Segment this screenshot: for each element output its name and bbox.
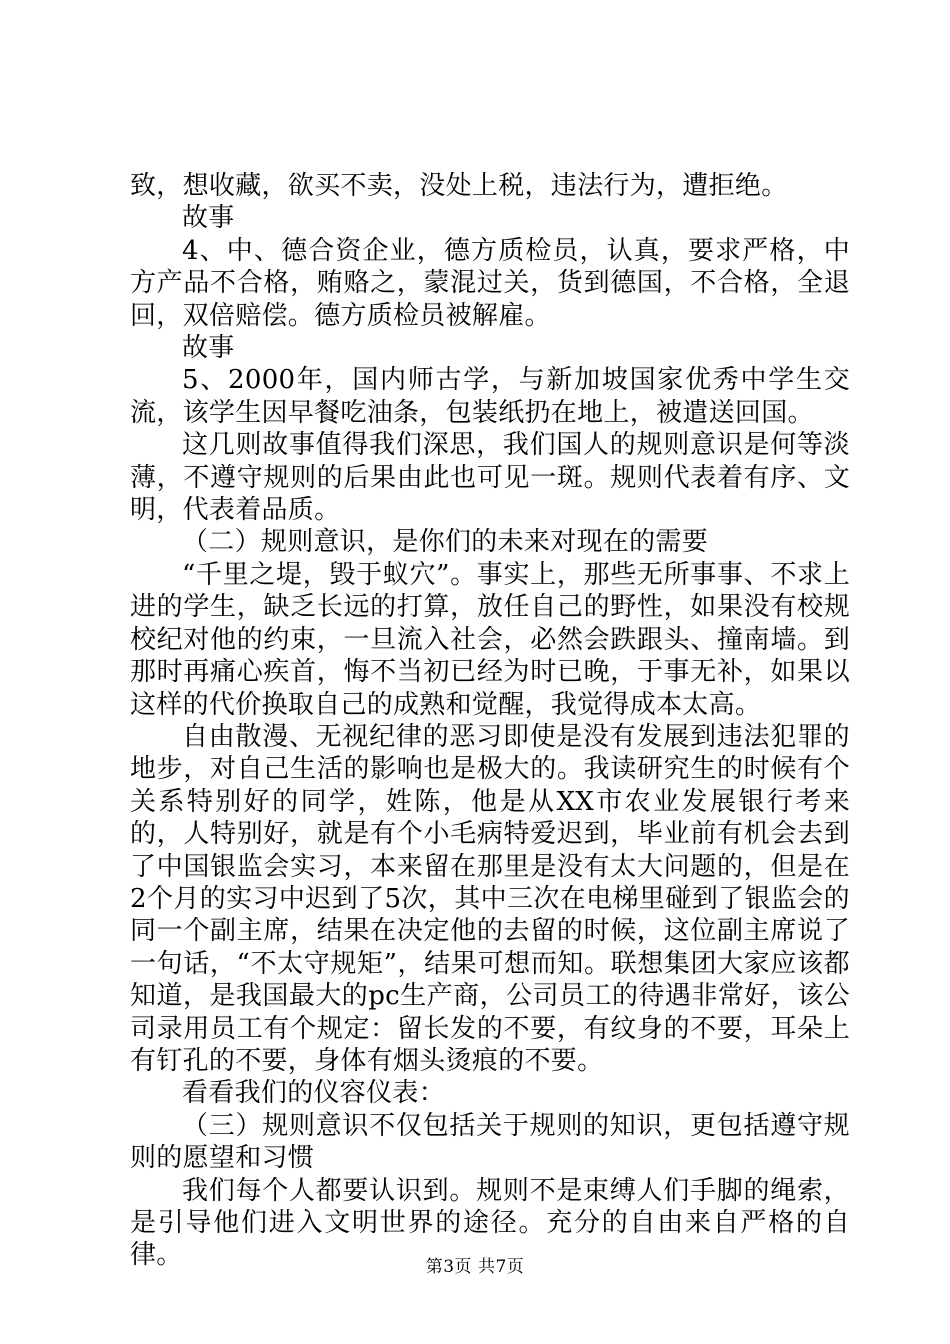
paragraph: 我们每个人都要认识到。规则不是束缚人们手脚的绳索，是引导他们进入文明世界的途径。充分的自由来自严格的自律。 bbox=[130, 1175, 850, 1271]
document-body bbox=[130, 170, 850, 1272]
paragraph: 致，想收藏，欲买不卖，没处上税，违法行为，遭拒绝。 bbox=[130, 171, 788, 201]
section-heading: （二）规则意识，是你们的未来对现在的需要 bbox=[182, 527, 709, 558]
page-number-footer: 第3页 共7页 bbox=[425, 1257, 525, 1277]
paragraph: “千里之堤，毁于蚁穴”。事实上，那些无所事事、不求上进的学生，缺乏长远的打算，放任自己的野性，如果没有校规校纪对他的约束，一旦流入社会，必然会跌跟头、撞南墙。到那时再痛心疾首，悔不当初已经为时已晚，于事无补，如果以这样的代价换取自己的成熟和觉醒，我觉得成本太高。 bbox=[130, 559, 850, 720]
paragraph: 5、2000年，国内师古学，与新加坡国家优秀中学生交流，该学生因早餐吃油条，包装纸扔在地上，被遣送回国。 bbox=[130, 365, 850, 428]
section-heading: （三）规则意识不仅包括关于规则的知识，更包括遵守规则的愿望和习惯 bbox=[130, 1110, 850, 1174]
paragraph: 4、中、德合资企业，德方质检员，认真，要求严格，中方产品不合格，贿赂之，蒙混过关，货到德国，不合格，全退回，双倍赔偿。德方质检员被解雇。 bbox=[130, 235, 850, 331]
paragraph: 看看我们的仪容仪表： bbox=[182, 1078, 446, 1109]
paragraph: 这几则故事值得我们深思，我们国人的规则意识是何等淡薄，不遵守规则的后果由此也可见一斑。规则代表着有序、文明，代表着品质。 bbox=[130, 430, 850, 526]
paragraph: 故事 bbox=[182, 333, 235, 364]
paragraph: 自由散漫、无视纪律的恶习即使是没有发展到违法犯罪的地步，对自己生活的影响也是极大的。我读研究生的时候有个关系特别好的同学，姓陈，他是从XX市农业发展银行考来的，人特别好，就是有个小毛病特爱迟到，毕业前有机会去到了中国银监会实习，本来留在那里是没有太大问题的，但是在2个月的实习中迟到了5次，其中三次在电梯里碰到了银监会的同一个副主席，结果在决定他的去留的时候，这位副主席说了一句话，“不太守规矩”，结果可想而知。联想集团大家应该都知道，是我国最大的pc生产商，公司员工的待遇非常好，该公司录用员工有个规定：留长发的不要，有纹身的不要，耳朵上有钉孔的不要，身体有烟头烫痕的不要。 bbox=[130, 721, 850, 1076]
paragraph: 故事 bbox=[182, 203, 235, 234]
